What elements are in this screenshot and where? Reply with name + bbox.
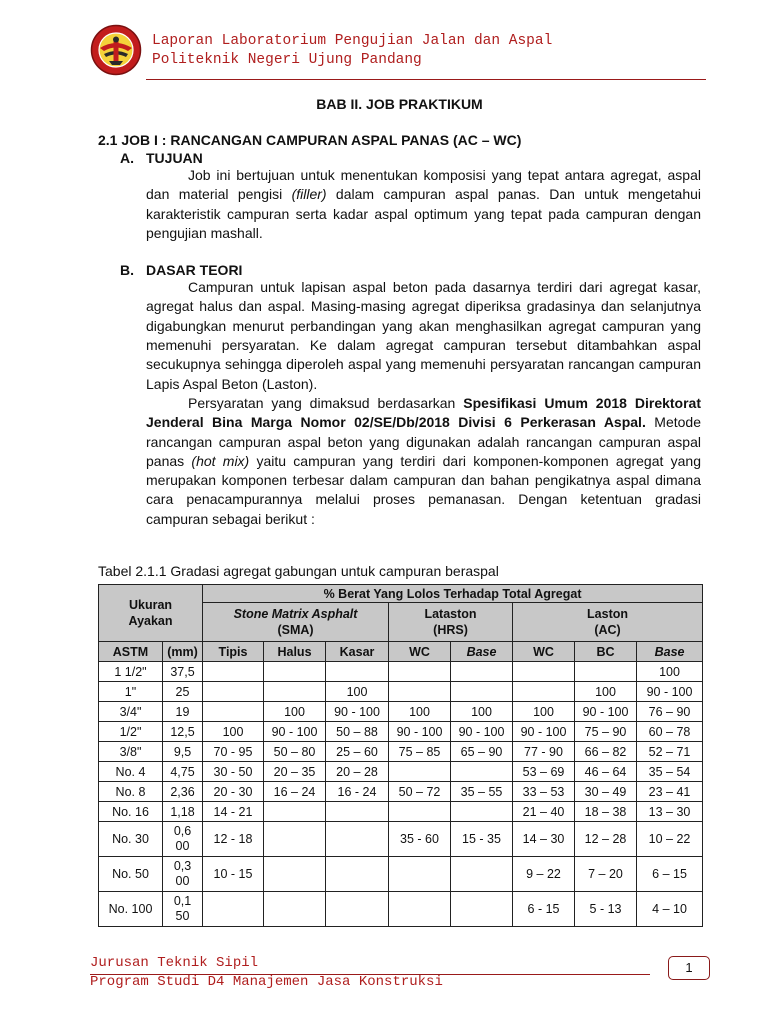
gradation-table bbox=[98, 584, 703, 927]
page-header bbox=[90, 22, 710, 82]
cell-value: 100 bbox=[575, 682, 637, 702]
cell-value: 77 - 90 bbox=[513, 742, 575, 762]
cell-value bbox=[389, 802, 451, 822]
page-footer bbox=[90, 954, 443, 992]
table-row bbox=[99, 722, 703, 742]
section-a-paragraph bbox=[146, 166, 701, 243]
chapter-title: BAB II. JOB PRAKTIKUM bbox=[316, 96, 483, 112]
cell-mm: 37,5 bbox=[163, 662, 203, 682]
header-ukuran-ayakan: Ukuran Ayakan bbox=[99, 585, 203, 642]
polytechnic-logo-icon bbox=[90, 24, 142, 76]
header-title bbox=[152, 32, 552, 70]
cell-value bbox=[513, 682, 575, 702]
footer-divider bbox=[90, 974, 650, 975]
table-row bbox=[99, 822, 703, 857]
text-run-bold: Spesifikasi Umum 2018 Direktorat Jenderal Bina Marga Nomor 02/SE/Db/2018 Divisi 6 Perkerasan Aspal. bbox=[146, 394, 702, 431]
cell-value: 15 - 35 bbox=[451, 822, 513, 857]
cell-value bbox=[264, 802, 326, 822]
cell-value: 100 bbox=[451, 702, 513, 722]
cell-value: 100 bbox=[264, 702, 326, 722]
table-row bbox=[99, 662, 703, 682]
text-run: Persyaratan yang dimaksud berdasarkan bbox=[188, 394, 464, 411]
cell-value: 23 – 41 bbox=[637, 782, 703, 802]
header-latasto-hrs: Lataston (HRS) bbox=[389, 603, 513, 642]
section-a-title: TUJUAN bbox=[146, 150, 203, 166]
header-laston-ac: Laston (AC) bbox=[513, 603, 703, 642]
cell-value: 35 – 55 bbox=[451, 782, 513, 802]
cell-mm: 25 bbox=[163, 682, 203, 702]
cell-value: 90 - 100 bbox=[575, 702, 637, 722]
page-number: 1 bbox=[668, 956, 710, 980]
cell-value: 90 - 100 bbox=[264, 722, 326, 742]
cell-astm: No. 100 bbox=[99, 892, 163, 927]
table-row bbox=[99, 782, 703, 802]
cell-value bbox=[326, 802, 389, 822]
cell-value bbox=[203, 682, 264, 702]
header-ac-base: Base bbox=[637, 642, 703, 662]
cell-value bbox=[575, 662, 637, 682]
section-b-title: DASAR TEORI bbox=[146, 262, 243, 279]
cell-value: 100 bbox=[326, 682, 389, 702]
cell-value: 90 - 100 bbox=[389, 722, 451, 742]
header-berat-lolos: % Berat Yang Lolos Terhadap Total Agregat bbox=[203, 585, 703, 603]
cell-astm: No. 8 bbox=[99, 782, 163, 802]
cell-value bbox=[203, 892, 264, 927]
header-sma: Stone Matrix Asphalt (SMA) bbox=[203, 603, 389, 642]
cell-value bbox=[451, 802, 513, 822]
cell-astm: 1" bbox=[99, 682, 163, 702]
cell-value bbox=[264, 892, 326, 927]
text-run-italic: (filler) bbox=[291, 186, 327, 203]
header-mm: (mm) bbox=[163, 642, 203, 662]
cell-value: 16 - 24 bbox=[326, 782, 389, 802]
cell-value bbox=[451, 662, 513, 682]
cell-value bbox=[264, 662, 326, 682]
header-divider bbox=[146, 79, 706, 80]
cell-astm: 1 1/2" bbox=[99, 662, 163, 682]
cell-value: 50 – 80 bbox=[264, 742, 326, 762]
cell-value: 5 - 13 bbox=[575, 892, 637, 927]
cell-value: 50 – 88 bbox=[326, 722, 389, 742]
cell-value bbox=[389, 662, 451, 682]
text-run-italic: (hot mix) bbox=[191, 452, 250, 469]
cell-value: 14 - 21 bbox=[203, 802, 264, 822]
cell-mm: 9,5 bbox=[163, 742, 203, 762]
cell-value bbox=[513, 662, 575, 682]
footer-line-1: Jurusan Teknik Sipil bbox=[90, 955, 259, 971]
cell-value: 9 – 22 bbox=[513, 857, 575, 892]
cell-value: 90 - 100 bbox=[326, 702, 389, 722]
cell-value: 25 – 60 bbox=[326, 742, 389, 762]
cell-mm: 1,18 bbox=[163, 802, 203, 822]
table-row bbox=[99, 682, 703, 702]
cell-value: 70 - 95 bbox=[203, 742, 264, 762]
cell-value bbox=[326, 892, 389, 927]
cell-astm: 3/4" bbox=[99, 702, 163, 722]
cell-value: 100 bbox=[389, 702, 451, 722]
cell-value bbox=[264, 682, 326, 702]
text-run: Metode rancangan campuran aspal beton yang digunakan adalah rancangan campuran aspal panas bbox=[146, 414, 701, 469]
text-run: yaitu campuran yang terdiri dari komponen-komponen agregat yang merupakan komponen terbesar dalam campuran dan bahan pengikatnya aspal dimana cara penacampurannya melalui proses pemanasan. Dengan ketentuan gradasi campuran sebagai berikut : bbox=[146, 452, 701, 527]
section-a-label: A. bbox=[120, 150, 134, 166]
cell-mm: 2,36 bbox=[163, 782, 203, 802]
section-b-paragraph-1: Campuran untuk lapisan aspal beton pada dasarnya terdiri dari agregat kasar, agregat halus dan aspal. Masing-masing agregat diperiksa gradasinya dan selanjutnya digabungkan menurut perbandingan yang akan menghasilkan agregat campuran yang memenuhi persyaratan. Ke dalam agregat campuran tersebut ditambahkan aspal secukupnya sehingga diperoleh aspal yang memenuhi persyaratan rancangan campuran Lapis Aspal Beton (Laston). bbox=[146, 279, 701, 392]
cell-value: 10 – 22 bbox=[637, 822, 703, 857]
table-body bbox=[99, 662, 703, 927]
cell-astm: No. 4 bbox=[99, 762, 163, 782]
cell-value: 14 – 30 bbox=[513, 822, 575, 857]
cell-mm: 19 bbox=[163, 702, 203, 722]
cell-value: 90 - 100 bbox=[451, 722, 513, 742]
text-run: Job ini bertujuan untuk menentukan komposisi yang tepat antara agregat, aspal dan material pengisi bbox=[146, 167, 701, 203]
header-tipis: Tipis bbox=[203, 642, 264, 662]
cell-value: 16 – 24 bbox=[264, 782, 326, 802]
table-subheader-row bbox=[99, 642, 703, 662]
cell-astm: No. 30 bbox=[99, 822, 163, 857]
cell-value: 100 bbox=[203, 722, 264, 742]
text-run: dalam campuran aspal panas. Dan untuk mengetahui karakteristik campuran serta kadar aspal optimum yang tepat pada campuran dengan pengujian mashall. bbox=[146, 186, 702, 241]
header-hrs-wc: WC bbox=[389, 642, 451, 662]
cell-value: 76 – 90 bbox=[637, 702, 703, 722]
section-b-label: B. bbox=[120, 262, 134, 279]
cell-value: 7 – 20 bbox=[575, 857, 637, 892]
header-kasar: Kasar bbox=[326, 642, 389, 662]
cell-value: 53 – 69 bbox=[513, 762, 575, 782]
table-row bbox=[99, 702, 703, 722]
section-b-heading bbox=[120, 262, 701, 278]
cell-value: 6 - 15 bbox=[513, 892, 575, 927]
section-b-paragraph-2 bbox=[146, 394, 701, 529]
cell-value bbox=[389, 857, 451, 892]
document-body bbox=[98, 96, 701, 529]
header-halus: Halus bbox=[264, 642, 326, 662]
cell-value: 4 – 10 bbox=[637, 892, 703, 927]
job-title: 2.1 JOB I : RANCANGAN CAMPURAN ASPAL PANAS (AC – WC) bbox=[98, 132, 522, 148]
cell-value: 30 – 49 bbox=[575, 782, 637, 802]
cell-value bbox=[326, 857, 389, 892]
cell-value: 100 bbox=[637, 662, 703, 682]
cell-value bbox=[451, 682, 513, 702]
cell-value bbox=[389, 892, 451, 927]
cell-value bbox=[326, 822, 389, 857]
cell-value bbox=[451, 762, 513, 782]
cell-value: 90 - 100 bbox=[513, 722, 575, 742]
cell-value: 33 – 53 bbox=[513, 782, 575, 802]
cell-mm: 12,5 bbox=[163, 722, 203, 742]
cell-value: 100 bbox=[513, 702, 575, 722]
cell-mm: 0,300 bbox=[163, 857, 203, 892]
cell-astm: 3/8" bbox=[99, 742, 163, 762]
footer-line-2: Program Studi D4 Manajemen Jasa Konstruksi bbox=[90, 974, 443, 990]
cell-value: 60 – 78 bbox=[637, 722, 703, 742]
table-row bbox=[99, 857, 703, 892]
cell-value: 13 – 30 bbox=[637, 802, 703, 822]
cell-value: 35 – 54 bbox=[637, 762, 703, 782]
cell-astm: No. 16 bbox=[99, 802, 163, 822]
cell-astm: 1/2" bbox=[99, 722, 163, 742]
cell-value: 65 – 90 bbox=[451, 742, 513, 762]
cell-value: 75 – 85 bbox=[389, 742, 451, 762]
cell-value: 52 – 71 bbox=[637, 742, 703, 762]
cell-value: 66 – 82 bbox=[575, 742, 637, 762]
header-ac-wc: WC bbox=[513, 642, 575, 662]
cell-value: 90 - 100 bbox=[637, 682, 703, 702]
cell-value: 12 - 18 bbox=[203, 822, 264, 857]
cell-value bbox=[451, 857, 513, 892]
cell-value: 30 - 50 bbox=[203, 762, 264, 782]
header-line-2: Politeknik Negeri Ujung Pandang bbox=[152, 52, 422, 68]
cell-value: 10 - 15 bbox=[203, 857, 264, 892]
cell-value bbox=[203, 702, 264, 722]
table-caption: Tabel 2.1.1 Gradasi agregat gabungan untuk campuran beraspal bbox=[98, 563, 499, 579]
cell-value: 18 – 38 bbox=[575, 802, 637, 822]
table-row bbox=[99, 802, 703, 822]
header-ac-bc: BC bbox=[575, 642, 637, 662]
header-astm: ASTM bbox=[99, 642, 163, 662]
table-header-row bbox=[99, 585, 703, 603]
table-row bbox=[99, 742, 703, 762]
table-row bbox=[99, 892, 703, 927]
cell-mm: 4,75 bbox=[163, 762, 203, 782]
cell-value bbox=[389, 682, 451, 702]
cell-astm: No. 50 bbox=[99, 857, 163, 892]
cell-value: 21 – 40 bbox=[513, 802, 575, 822]
table-row bbox=[99, 762, 703, 782]
section-a-heading bbox=[120, 150, 701, 166]
cell-value: 20 - 30 bbox=[203, 782, 264, 802]
cell-value: 6 – 15 bbox=[637, 857, 703, 892]
cell-value bbox=[203, 662, 264, 682]
cell-value bbox=[451, 892, 513, 927]
cell-mm: 0,600 bbox=[163, 822, 203, 857]
cell-value bbox=[326, 662, 389, 682]
header-hrs-base: Base bbox=[451, 642, 513, 662]
cell-value bbox=[389, 762, 451, 782]
cell-value: 46 – 64 bbox=[575, 762, 637, 782]
cell-mm: 0,150 bbox=[163, 892, 203, 927]
cell-value bbox=[264, 857, 326, 892]
cell-value: 35 - 60 bbox=[389, 822, 451, 857]
cell-value bbox=[264, 822, 326, 857]
cell-value: 75 – 90 bbox=[575, 722, 637, 742]
cell-value: 12 – 28 bbox=[575, 822, 637, 857]
cell-value: 20 – 28 bbox=[326, 762, 389, 782]
header-line-1: Laporan Laboratorium Pengujian Jalan dan Aspal bbox=[152, 33, 553, 49]
cell-value: 50 – 72 bbox=[389, 782, 451, 802]
cell-value: 20 – 35 bbox=[264, 762, 326, 782]
